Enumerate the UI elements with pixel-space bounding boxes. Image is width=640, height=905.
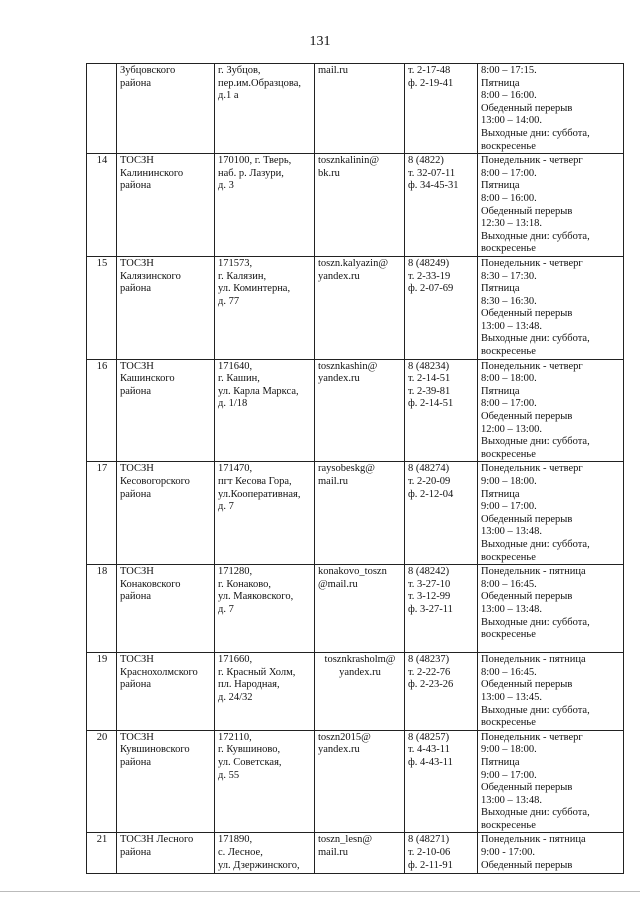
organization-name: ТОСЗН Конаковского района bbox=[117, 565, 215, 653]
email: tosznkalinin@ bk.ru bbox=[315, 154, 405, 257]
row-number: 19 bbox=[87, 653, 117, 731]
row-number: 14 bbox=[87, 154, 117, 257]
address: 172110, г. Кувшиново, ул. Советская, д. 55 bbox=[215, 730, 315, 833]
working-hours: 8:00 – 17:15. Пятница 8:00 – 16:00. Обеденный перерыв 13:00 – 14:00. Выходные дни: суббота, воскресенье bbox=[478, 64, 624, 154]
working-hours: Понедельник - четверг 9:00 – 18:00. Пятница 9:00 – 17:00. Обеденный перерыв 13:00 – 13:48. Выходные дни: суббота, воскресенье bbox=[478, 462, 624, 565]
address: 170100, г. Тверь, наб. р. Лазури, д. 3 bbox=[215, 154, 315, 257]
phones: 8 (48249) т. 2-33-19 ф. 2-07-69 bbox=[405, 256, 478, 359]
table-row bbox=[87, 565, 624, 653]
organization-name: ТОСЗН Лесного района bbox=[117, 833, 215, 874]
email: mail.ru bbox=[315, 64, 405, 154]
row-number: 16 bbox=[87, 359, 117, 462]
row-number: 21 bbox=[87, 833, 117, 874]
organization-name: Зубцовского района bbox=[117, 64, 215, 154]
table-row bbox=[87, 730, 624, 833]
phones: 8 (48257) т. 4-43-11 ф. 4-43-11 bbox=[405, 730, 478, 833]
row-number: 15 bbox=[87, 256, 117, 359]
working-hours: Понедельник - четверг 8:00 – 18:00. Пятница 8:00 – 17:00. Обеденный перерыв 12:00 – 13:00. Выходные дни: суббота, воскресенье bbox=[478, 359, 624, 462]
address: 171640, г. Кашин, ул. Карла Маркса, д. 1/18 bbox=[215, 359, 315, 462]
address: 171280, г. Конаково, ул. Маяковского, д. 7 bbox=[215, 565, 315, 653]
address: 171573, г. Калязин, ул. Коминтерна, д. 77 bbox=[215, 256, 315, 359]
working-hours: Понедельник - пятница 9:00 - 17:00. Обеденный перерыв bbox=[478, 833, 624, 874]
email: toszn_lesn@ mail.ru bbox=[315, 833, 405, 874]
phones: 8 (48237) т. 2-22-76 ф. 2-23-26 bbox=[405, 653, 478, 731]
phones: 8 (48274) т. 2-20-09 ф. 2-12-04 bbox=[405, 462, 478, 565]
address: 171890, с. Лесное, ул. Дзержинского, bbox=[215, 833, 315, 874]
working-hours: Понедельник - пятница 8:00 – 16:45. Обеденный перерыв 13:00 – 13:45. Выходные дни: суббота, воскресенье bbox=[478, 653, 624, 731]
table-row bbox=[87, 154, 624, 257]
address: 171470, пгт Кесова Гора, ул.Кооперативная, д. 7 bbox=[215, 462, 315, 565]
organization-name: ТОСЗН Калининского района bbox=[117, 154, 215, 257]
table-row bbox=[87, 256, 624, 359]
organization-name: ТОСЗН Кашинского района bbox=[117, 359, 215, 462]
phones: 8 (4822) т. 32-07-11 ф. 34-45-31 bbox=[405, 154, 478, 257]
phones: т. 2-17-48 ф. 2-19-41 bbox=[405, 64, 478, 154]
working-hours: Понедельник - четверг 8:00 – 17:00. Пятница 8:00 – 16:00. Обеденный перерыв 12:30 – 13:18. Выходные дни: суббота, воскресенье bbox=[478, 154, 624, 257]
phones: 8 (48242) т. 3-27-10 т. 3-12-99 ф. 3-27-11 bbox=[405, 565, 478, 653]
email: toszn2015@ yandex.ru bbox=[315, 730, 405, 833]
email: raysobeskg@ mail.ru bbox=[315, 462, 405, 565]
organization-name: ТОСЗН Кувшиновского района bbox=[117, 730, 215, 833]
address: г. Зубцов, пер.им.Образцова, д.1 а bbox=[215, 64, 315, 154]
table-row bbox=[87, 653, 624, 731]
address: 171660, г. Красный Холм, пл. Народная, д. 24/32 bbox=[215, 653, 315, 731]
row-number bbox=[87, 64, 117, 154]
table-row bbox=[87, 462, 624, 565]
table-row bbox=[87, 833, 624, 874]
working-hours: Понедельник - четверг 8:30 – 17:30. Пятница 8:30 – 16:30. Обеденный перерыв 13:00 – 13:48. Выходные дни: суббота, воскресенье bbox=[478, 256, 624, 359]
email: tosznkrasholm@ yandex.ru bbox=[315, 653, 405, 731]
working-hours: Понедельник - пятница 8:00 – 16:45. Обеденный перерыв 13:00 – 13:48. Выходные дни: суббота, воскресенье bbox=[478, 565, 624, 653]
phones: 8 (48271) т. 2-10-06 ф. 2-11-91 bbox=[405, 833, 478, 874]
organization-name: ТОСЗН Кесовогорского района bbox=[117, 462, 215, 565]
working-hours: Понедельник - четверг 9:00 – 18:00. Пятница 9:00 – 17:00. Обеденный перерыв 13:00 – 13:48. Выходные дни: суббота, воскресенье bbox=[478, 730, 624, 833]
social-protection-offices-table bbox=[86, 63, 624, 874]
email: konakovo_toszn @mail.ru bbox=[315, 565, 405, 653]
row-number: 20 bbox=[87, 730, 117, 833]
row-number: 18 bbox=[87, 565, 117, 653]
table-row bbox=[87, 64, 624, 154]
organization-name: ТОСЗН Краснохолмского района bbox=[117, 653, 215, 731]
phones: 8 (48234) т. 2-14-51 т. 2-39-81 ф. 2-14-51 bbox=[405, 359, 478, 462]
organization-name: ТОСЗН Калязинского района bbox=[117, 256, 215, 359]
row-number: 17 bbox=[87, 462, 117, 565]
page-bottom-edge bbox=[0, 891, 640, 892]
table-row bbox=[87, 359, 624, 462]
page-number: 131 bbox=[309, 34, 331, 49]
email: toszn.kalyazin@ yandex.ru bbox=[315, 256, 405, 359]
email: tosznkashin@ yandex.ru bbox=[315, 359, 405, 462]
